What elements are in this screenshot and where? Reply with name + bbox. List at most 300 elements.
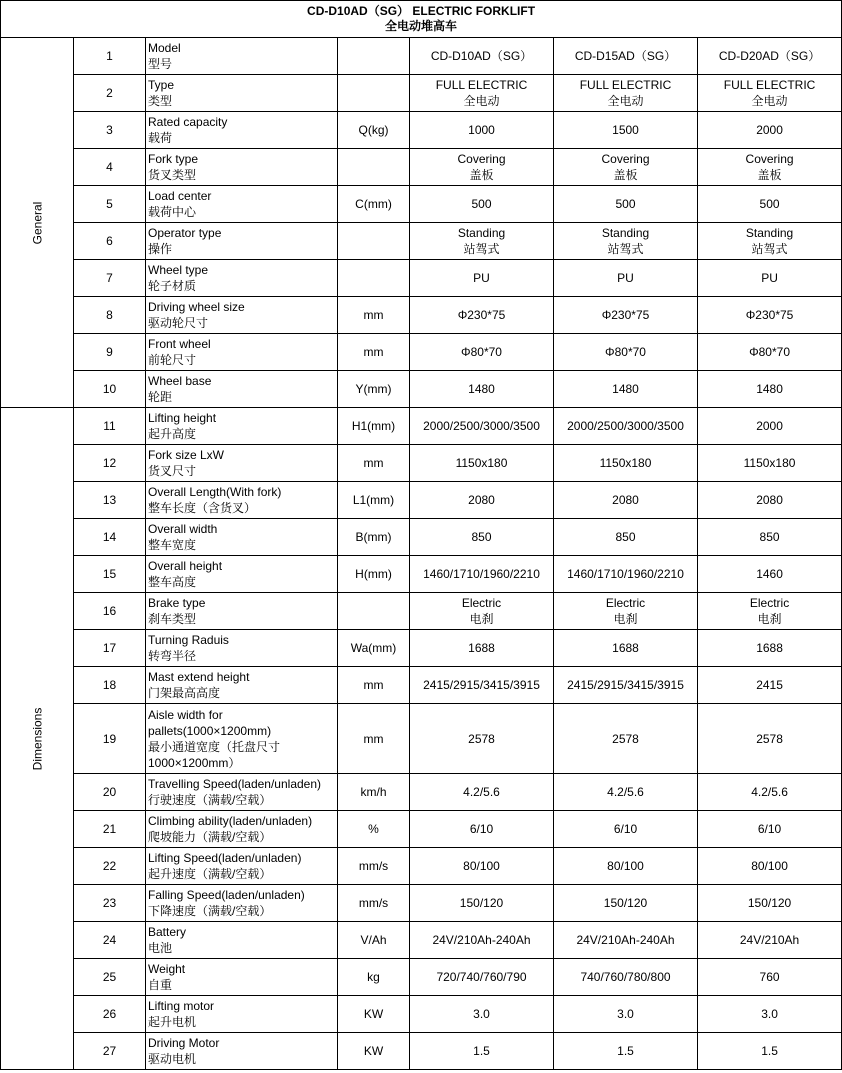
parameter-english: Overall width bbox=[148, 522, 218, 536]
category-label: General bbox=[29, 201, 44, 244]
value-text: 站驾式 bbox=[607, 242, 644, 256]
value-text: 6/10 bbox=[613, 822, 638, 836]
parameter-name bbox=[146, 1033, 338, 1070]
value-text: 2000/2500/3000/3500 bbox=[567, 419, 684, 433]
value-text: 760 bbox=[759, 970, 780, 984]
table-title bbox=[1, 1, 842, 38]
parameter-name bbox=[146, 996, 338, 1033]
value-cell bbox=[410, 885, 554, 922]
value-text: 2000 bbox=[756, 419, 783, 433]
parameter-chinese: 整车宽度 bbox=[148, 538, 197, 552]
parameter-english: Mast extend height bbox=[148, 670, 250, 684]
parameter-chinese: 载荷 bbox=[148, 131, 173, 145]
parameter-chinese: 起升电机 bbox=[148, 1015, 197, 1029]
unit-cell: C(mm) bbox=[338, 186, 410, 223]
parameter-english: Overall Length(With fork) bbox=[148, 485, 282, 499]
value-text: 740/760/780/800 bbox=[580, 970, 671, 984]
parameter-english: Type bbox=[148, 78, 175, 92]
unit-cell: Wa(mm) bbox=[338, 630, 410, 667]
value-cell bbox=[554, 75, 698, 112]
parameter-name bbox=[146, 667, 338, 704]
unit-cell: Y(mm) bbox=[338, 371, 410, 408]
value-cell bbox=[410, 38, 554, 75]
category-dimensions bbox=[1, 408, 74, 1070]
parameter-name bbox=[146, 704, 338, 774]
unit-cell: KW bbox=[338, 996, 410, 1033]
value-cell bbox=[554, 667, 698, 704]
value-cell bbox=[410, 922, 554, 959]
value-cell bbox=[410, 519, 554, 556]
value-cell bbox=[410, 774, 554, 811]
parameter-chinese: 前轮尺寸 bbox=[148, 353, 197, 367]
value-text: 1150x180 bbox=[743, 456, 796, 470]
row-number: 10 bbox=[74, 371, 146, 408]
parameter-name bbox=[146, 149, 338, 186]
parameter-english: Lifting motor bbox=[148, 999, 215, 1013]
parameter-chinese: 转弯半径 bbox=[148, 649, 197, 663]
parameter-english: Wheel base bbox=[148, 374, 212, 388]
value-cell bbox=[410, 223, 554, 260]
value-cell bbox=[410, 593, 554, 630]
parameter-english: Driving wheel size bbox=[148, 300, 245, 314]
value-cell bbox=[554, 1033, 698, 1070]
row-number: 13 bbox=[74, 482, 146, 519]
parameter-name bbox=[146, 848, 338, 885]
value-cell bbox=[554, 996, 698, 1033]
table-row bbox=[1, 371, 842, 408]
table-row bbox=[1, 297, 842, 334]
value-text: Covering bbox=[601, 152, 650, 166]
value-cell bbox=[410, 1033, 554, 1070]
value-cell bbox=[698, 75, 842, 112]
value-text: CD-D20AD（SG） bbox=[718, 49, 821, 63]
parameter-name bbox=[146, 482, 338, 519]
value-cell bbox=[698, 260, 842, 297]
parameter-name bbox=[146, 811, 338, 848]
value-text: 2578 bbox=[756, 731, 783, 746]
unit-cell: mm bbox=[338, 667, 410, 704]
parameter-english: Driving Motor bbox=[148, 1036, 220, 1050]
value-text: 电刹 bbox=[757, 612, 782, 626]
parameter-chinese: 门架最高高度 bbox=[148, 686, 221, 700]
value-text: 1.5 bbox=[761, 1044, 778, 1058]
value-cell bbox=[410, 667, 554, 704]
parameter-english: Lifting height bbox=[148, 411, 217, 425]
table-row bbox=[1, 112, 842, 149]
value-text: Electric bbox=[749, 596, 790, 610]
unit-cell: H(mm) bbox=[338, 556, 410, 593]
unit-cell: % bbox=[338, 811, 410, 848]
value-cell bbox=[698, 38, 842, 75]
value-cell bbox=[410, 371, 554, 408]
parameter-name bbox=[146, 630, 338, 667]
value-text: 盖板 bbox=[757, 168, 782, 182]
value-text: 500 bbox=[471, 197, 492, 211]
parameter-name bbox=[146, 445, 338, 482]
value-cell bbox=[554, 519, 698, 556]
parameter-english: Weight bbox=[148, 962, 186, 976]
value-text: 3.0 bbox=[761, 1007, 778, 1021]
value-text: 1.5 bbox=[473, 1044, 490, 1058]
value-cell bbox=[410, 811, 554, 848]
value-text: Φ230*75 bbox=[601, 308, 650, 322]
table-row bbox=[1, 996, 842, 1033]
table-row bbox=[1, 959, 842, 996]
parameter-name bbox=[146, 334, 338, 371]
value-cell bbox=[698, 885, 842, 922]
parameter-chinese: 轮距 bbox=[148, 390, 173, 404]
table-row bbox=[1, 848, 842, 885]
row-number: 19 bbox=[74, 704, 146, 774]
parameter-chinese: 爬坡能力（满载/空载） bbox=[148, 830, 272, 844]
value-cell bbox=[698, 186, 842, 223]
table-row bbox=[1, 445, 842, 482]
value-text: 4.2/5.6 bbox=[607, 785, 644, 799]
parameter-name bbox=[146, 371, 338, 408]
value-cell bbox=[410, 959, 554, 996]
value-cell bbox=[554, 959, 698, 996]
value-text: 1.5 bbox=[617, 1044, 634, 1058]
value-cell bbox=[554, 704, 698, 774]
value-text: 2578 bbox=[468, 731, 495, 746]
value-cell bbox=[554, 112, 698, 149]
value-cell bbox=[554, 811, 698, 848]
value-text: Standing bbox=[745, 226, 794, 240]
value-text: 2415/2915/3415/3915 bbox=[423, 678, 540, 692]
value-text: 4.2/5.6 bbox=[751, 785, 788, 799]
parameter-english: Fork size LxW bbox=[148, 448, 225, 462]
parameter-english: Climbing ability(laden/unladen) bbox=[148, 814, 313, 828]
value-text: 850 bbox=[471, 530, 492, 544]
parameter-english: Fork type bbox=[148, 152, 199, 166]
unit-cell bbox=[338, 149, 410, 186]
value-text: FULL ELECTRIC bbox=[579, 78, 672, 92]
value-cell bbox=[410, 704, 554, 774]
row-number: 26 bbox=[74, 996, 146, 1033]
unit-cell: KW bbox=[338, 1033, 410, 1070]
parameter-english: Load center bbox=[148, 189, 212, 203]
value-text: CD-D10AD（SG） bbox=[430, 49, 533, 63]
value-text: FULL ELECTRIC bbox=[435, 78, 528, 92]
parameter-name bbox=[146, 885, 338, 922]
value-text: 电刹 bbox=[613, 612, 638, 626]
value-text: FULL ELECTRIC bbox=[723, 78, 816, 92]
value-cell bbox=[554, 482, 698, 519]
value-text: Electric bbox=[605, 596, 646, 610]
value-text: 站驾式 bbox=[751, 242, 788, 256]
value-cell bbox=[554, 260, 698, 297]
value-text: 24V/210Ah bbox=[739, 933, 800, 947]
parameter-chinese: 自重 bbox=[148, 978, 173, 992]
value-cell bbox=[410, 297, 554, 334]
table-row bbox=[1, 482, 842, 519]
value-cell bbox=[698, 334, 842, 371]
row-number: 20 bbox=[74, 774, 146, 811]
unit-cell: Q(kg) bbox=[338, 112, 410, 149]
unit-cell: mm bbox=[338, 704, 410, 774]
parameter-name bbox=[146, 556, 338, 593]
category-general bbox=[1, 38, 74, 408]
value-cell bbox=[554, 334, 698, 371]
row-number: 16 bbox=[74, 593, 146, 630]
parameter-english: Battery bbox=[148, 925, 187, 939]
value-cell bbox=[554, 297, 698, 334]
value-cell bbox=[410, 112, 554, 149]
parameter-name bbox=[146, 112, 338, 149]
value-cell bbox=[410, 630, 554, 667]
value-text: 1480 bbox=[612, 382, 639, 396]
value-text: Covering bbox=[457, 152, 506, 166]
row-number: 9 bbox=[74, 334, 146, 371]
title-chinese: 全电动堆高车 bbox=[385, 19, 458, 33]
row-number: 15 bbox=[74, 556, 146, 593]
value-cell bbox=[554, 445, 698, 482]
table-row bbox=[1, 667, 842, 704]
value-text: 6/10 bbox=[757, 822, 782, 836]
value-cell bbox=[554, 630, 698, 667]
value-text: Standing bbox=[601, 226, 650, 240]
unit-cell: L1(mm) bbox=[338, 482, 410, 519]
unit-cell: H1(mm) bbox=[338, 408, 410, 445]
parameter-english: Travelling Speed(laden/unladen) bbox=[148, 777, 322, 791]
row-number: 4 bbox=[74, 149, 146, 186]
row-number: 3 bbox=[74, 112, 146, 149]
value-cell bbox=[410, 260, 554, 297]
value-cell bbox=[410, 482, 554, 519]
value-cell bbox=[698, 593, 842, 630]
parameter-english: Wheel type bbox=[148, 263, 209, 277]
unit-cell: mm bbox=[338, 445, 410, 482]
value-text: 1500 bbox=[612, 123, 639, 137]
value-text: 6/10 bbox=[469, 822, 494, 836]
table-row bbox=[1, 556, 842, 593]
value-text: 150/120 bbox=[459, 896, 504, 910]
unit-cell bbox=[338, 75, 410, 112]
value-text: Φ80*70 bbox=[461, 345, 502, 359]
value-text: 500 bbox=[759, 197, 780, 211]
value-text: Electric bbox=[461, 596, 502, 610]
value-cell bbox=[410, 149, 554, 186]
row-number: 7 bbox=[74, 260, 146, 297]
value-cell bbox=[698, 519, 842, 556]
value-cell bbox=[698, 408, 842, 445]
value-text: 站驾式 bbox=[463, 242, 500, 256]
value-text: 2080 bbox=[612, 493, 639, 507]
parameter-english: Operator type bbox=[148, 226, 222, 240]
unit-cell: km/h bbox=[338, 774, 410, 811]
table-row bbox=[1, 519, 842, 556]
value-text: 4.2/5.6 bbox=[463, 785, 500, 799]
value-text: CD-D15AD（SG） bbox=[574, 49, 677, 63]
category-label: Dimensions bbox=[29, 707, 44, 770]
unit-cell: mm/s bbox=[338, 885, 410, 922]
parameter-name bbox=[146, 186, 338, 223]
value-cell bbox=[554, 556, 698, 593]
row-number: 2 bbox=[74, 75, 146, 112]
value-text: 2080 bbox=[468, 493, 495, 507]
value-text: 150/120 bbox=[603, 896, 648, 910]
value-text: 720/740/760/790 bbox=[436, 970, 527, 984]
value-text: 1460 bbox=[756, 567, 783, 581]
row-number: 18 bbox=[74, 667, 146, 704]
table-row bbox=[1, 408, 842, 445]
value-text: PU bbox=[473, 271, 490, 285]
value-cell bbox=[698, 811, 842, 848]
parameter-english: Model bbox=[148, 41, 181, 55]
parameter-chinese: 整车长度（含货叉） bbox=[148, 501, 257, 515]
value-cell bbox=[410, 445, 554, 482]
value-text: 850 bbox=[759, 530, 780, 544]
table-row bbox=[1, 630, 842, 667]
table-row bbox=[1, 149, 842, 186]
value-cell bbox=[410, 996, 554, 1033]
value-text: PU bbox=[617, 271, 634, 285]
value-text: Φ230*75 bbox=[745, 308, 794, 322]
parameter-name bbox=[146, 75, 338, 112]
value-text: 2415 bbox=[756, 678, 783, 692]
parameter-chinese: 电池 bbox=[148, 941, 173, 955]
value-cell bbox=[698, 996, 842, 1033]
row-number: 1 bbox=[74, 38, 146, 75]
value-text: 1000 bbox=[468, 123, 495, 137]
value-cell bbox=[554, 922, 698, 959]
parameter-chinese: 轮子材质 bbox=[148, 279, 197, 293]
row-number: 8 bbox=[74, 297, 146, 334]
value-cell bbox=[698, 223, 842, 260]
value-cell bbox=[410, 75, 554, 112]
value-text: 2000/2500/3000/3500 bbox=[423, 419, 540, 433]
value-text: 全电动 bbox=[607, 94, 644, 108]
unit-cell: mm/s bbox=[338, 848, 410, 885]
value-text: 1688 bbox=[612, 641, 639, 655]
row-number: 22 bbox=[74, 848, 146, 885]
value-text: 2000 bbox=[756, 123, 783, 137]
parameter-name bbox=[146, 593, 338, 630]
value-text: 1480 bbox=[468, 382, 495, 396]
value-text: 1688 bbox=[468, 641, 495, 655]
value-text: PU bbox=[761, 271, 778, 285]
table-row bbox=[1, 75, 842, 112]
value-cell bbox=[698, 922, 842, 959]
parameter-chinese: 操作 bbox=[148, 242, 173, 256]
value-text: 80/100 bbox=[463, 859, 500, 873]
value-cell bbox=[698, 704, 842, 774]
value-cell bbox=[410, 408, 554, 445]
parameter-chinese: 起升速度（满载/空载） bbox=[148, 867, 272, 881]
value-cell bbox=[698, 149, 842, 186]
value-cell bbox=[698, 556, 842, 593]
parameter-english: Rated capacity bbox=[148, 115, 228, 129]
parameter-name bbox=[146, 260, 338, 297]
unit-cell: mm bbox=[338, 297, 410, 334]
table-row bbox=[1, 885, 842, 922]
value-text: 1688 bbox=[756, 641, 783, 655]
table-row bbox=[1, 186, 842, 223]
value-text: 盖板 bbox=[613, 168, 638, 182]
table-row bbox=[1, 260, 842, 297]
value-cell bbox=[554, 223, 698, 260]
parameter-name bbox=[146, 38, 338, 75]
parameter-chinese: 行驶速度（满载/空载） bbox=[148, 793, 272, 807]
value-cell bbox=[698, 667, 842, 704]
parameter-chinese: 1000×1200mm） bbox=[148, 755, 241, 770]
unit-cell: mm bbox=[338, 334, 410, 371]
value-cell bbox=[410, 556, 554, 593]
row-number: 6 bbox=[74, 223, 146, 260]
parameter-name bbox=[146, 922, 338, 959]
parameter-chinese: 货叉尺寸 bbox=[148, 464, 197, 478]
parameter-english: Falling Speed(laden/unladen) bbox=[148, 888, 305, 902]
row-number: 27 bbox=[74, 1033, 146, 1070]
value-cell bbox=[698, 371, 842, 408]
value-text: 3.0 bbox=[617, 1007, 634, 1021]
row-number: 25 bbox=[74, 959, 146, 996]
parameter-name bbox=[146, 774, 338, 811]
table-row bbox=[1, 811, 842, 848]
value-cell bbox=[410, 186, 554, 223]
parameter-english: Brake type bbox=[148, 596, 206, 610]
value-text: 150/120 bbox=[747, 896, 792, 910]
value-cell bbox=[554, 186, 698, 223]
value-text: 24V/210Ah-240Ah bbox=[432, 933, 531, 947]
value-text: 1460/1710/1960/2210 bbox=[423, 567, 540, 581]
unit-cell: kg bbox=[338, 959, 410, 996]
unit-cell bbox=[338, 223, 410, 260]
value-cell bbox=[554, 848, 698, 885]
value-cell bbox=[554, 593, 698, 630]
parameter-chinese: 驱动电机 bbox=[148, 1052, 197, 1066]
value-cell bbox=[410, 334, 554, 371]
value-text: Covering bbox=[745, 152, 794, 166]
table-row bbox=[1, 922, 842, 959]
table-row bbox=[1, 593, 842, 630]
parameter-chinese: 最小通道宽度（托盘尺寸 bbox=[148, 739, 281, 754]
value-cell bbox=[698, 445, 842, 482]
parameter-chinese: 驱动轮尺寸 bbox=[148, 316, 209, 330]
value-text: 全电动 bbox=[751, 94, 788, 108]
unit-cell bbox=[338, 260, 410, 297]
parameter-english: Front wheel bbox=[148, 337, 211, 351]
value-cell bbox=[554, 371, 698, 408]
value-text: 500 bbox=[615, 197, 636, 211]
unit-cell: V/Ah bbox=[338, 922, 410, 959]
value-text: 2415/2915/3415/3915 bbox=[567, 678, 684, 692]
table-row bbox=[1, 704, 842, 774]
value-text: 1150x180 bbox=[599, 456, 652, 470]
value-text: 电刹 bbox=[469, 612, 494, 626]
value-text: Φ80*70 bbox=[749, 345, 791, 359]
value-text: 盖板 bbox=[469, 168, 494, 182]
parameter-english: Lifting Speed(laden/unladen) bbox=[148, 851, 302, 865]
parameter-chinese: 类型 bbox=[148, 94, 173, 108]
title-english: CD-D10AD（SG） ELECTRIC FORKLIFT bbox=[307, 4, 536, 18]
value-text: Standing bbox=[457, 226, 506, 240]
table-row bbox=[1, 334, 842, 371]
parameter-english: Turning Raduis bbox=[148, 633, 229, 647]
unit-cell bbox=[338, 593, 410, 630]
value-cell bbox=[410, 848, 554, 885]
value-cell bbox=[698, 774, 842, 811]
value-text: 2080 bbox=[756, 493, 783, 507]
row-number: 17 bbox=[74, 630, 146, 667]
value-text: 850 bbox=[615, 530, 636, 544]
table-row bbox=[1, 774, 842, 811]
parameter-chinese: 整车高度 bbox=[148, 575, 197, 589]
parameter-chinese: 刹车类型 bbox=[148, 612, 197, 626]
value-cell bbox=[554, 38, 698, 75]
parameter-name bbox=[146, 959, 338, 996]
unit-cell: B(mm) bbox=[338, 519, 410, 556]
